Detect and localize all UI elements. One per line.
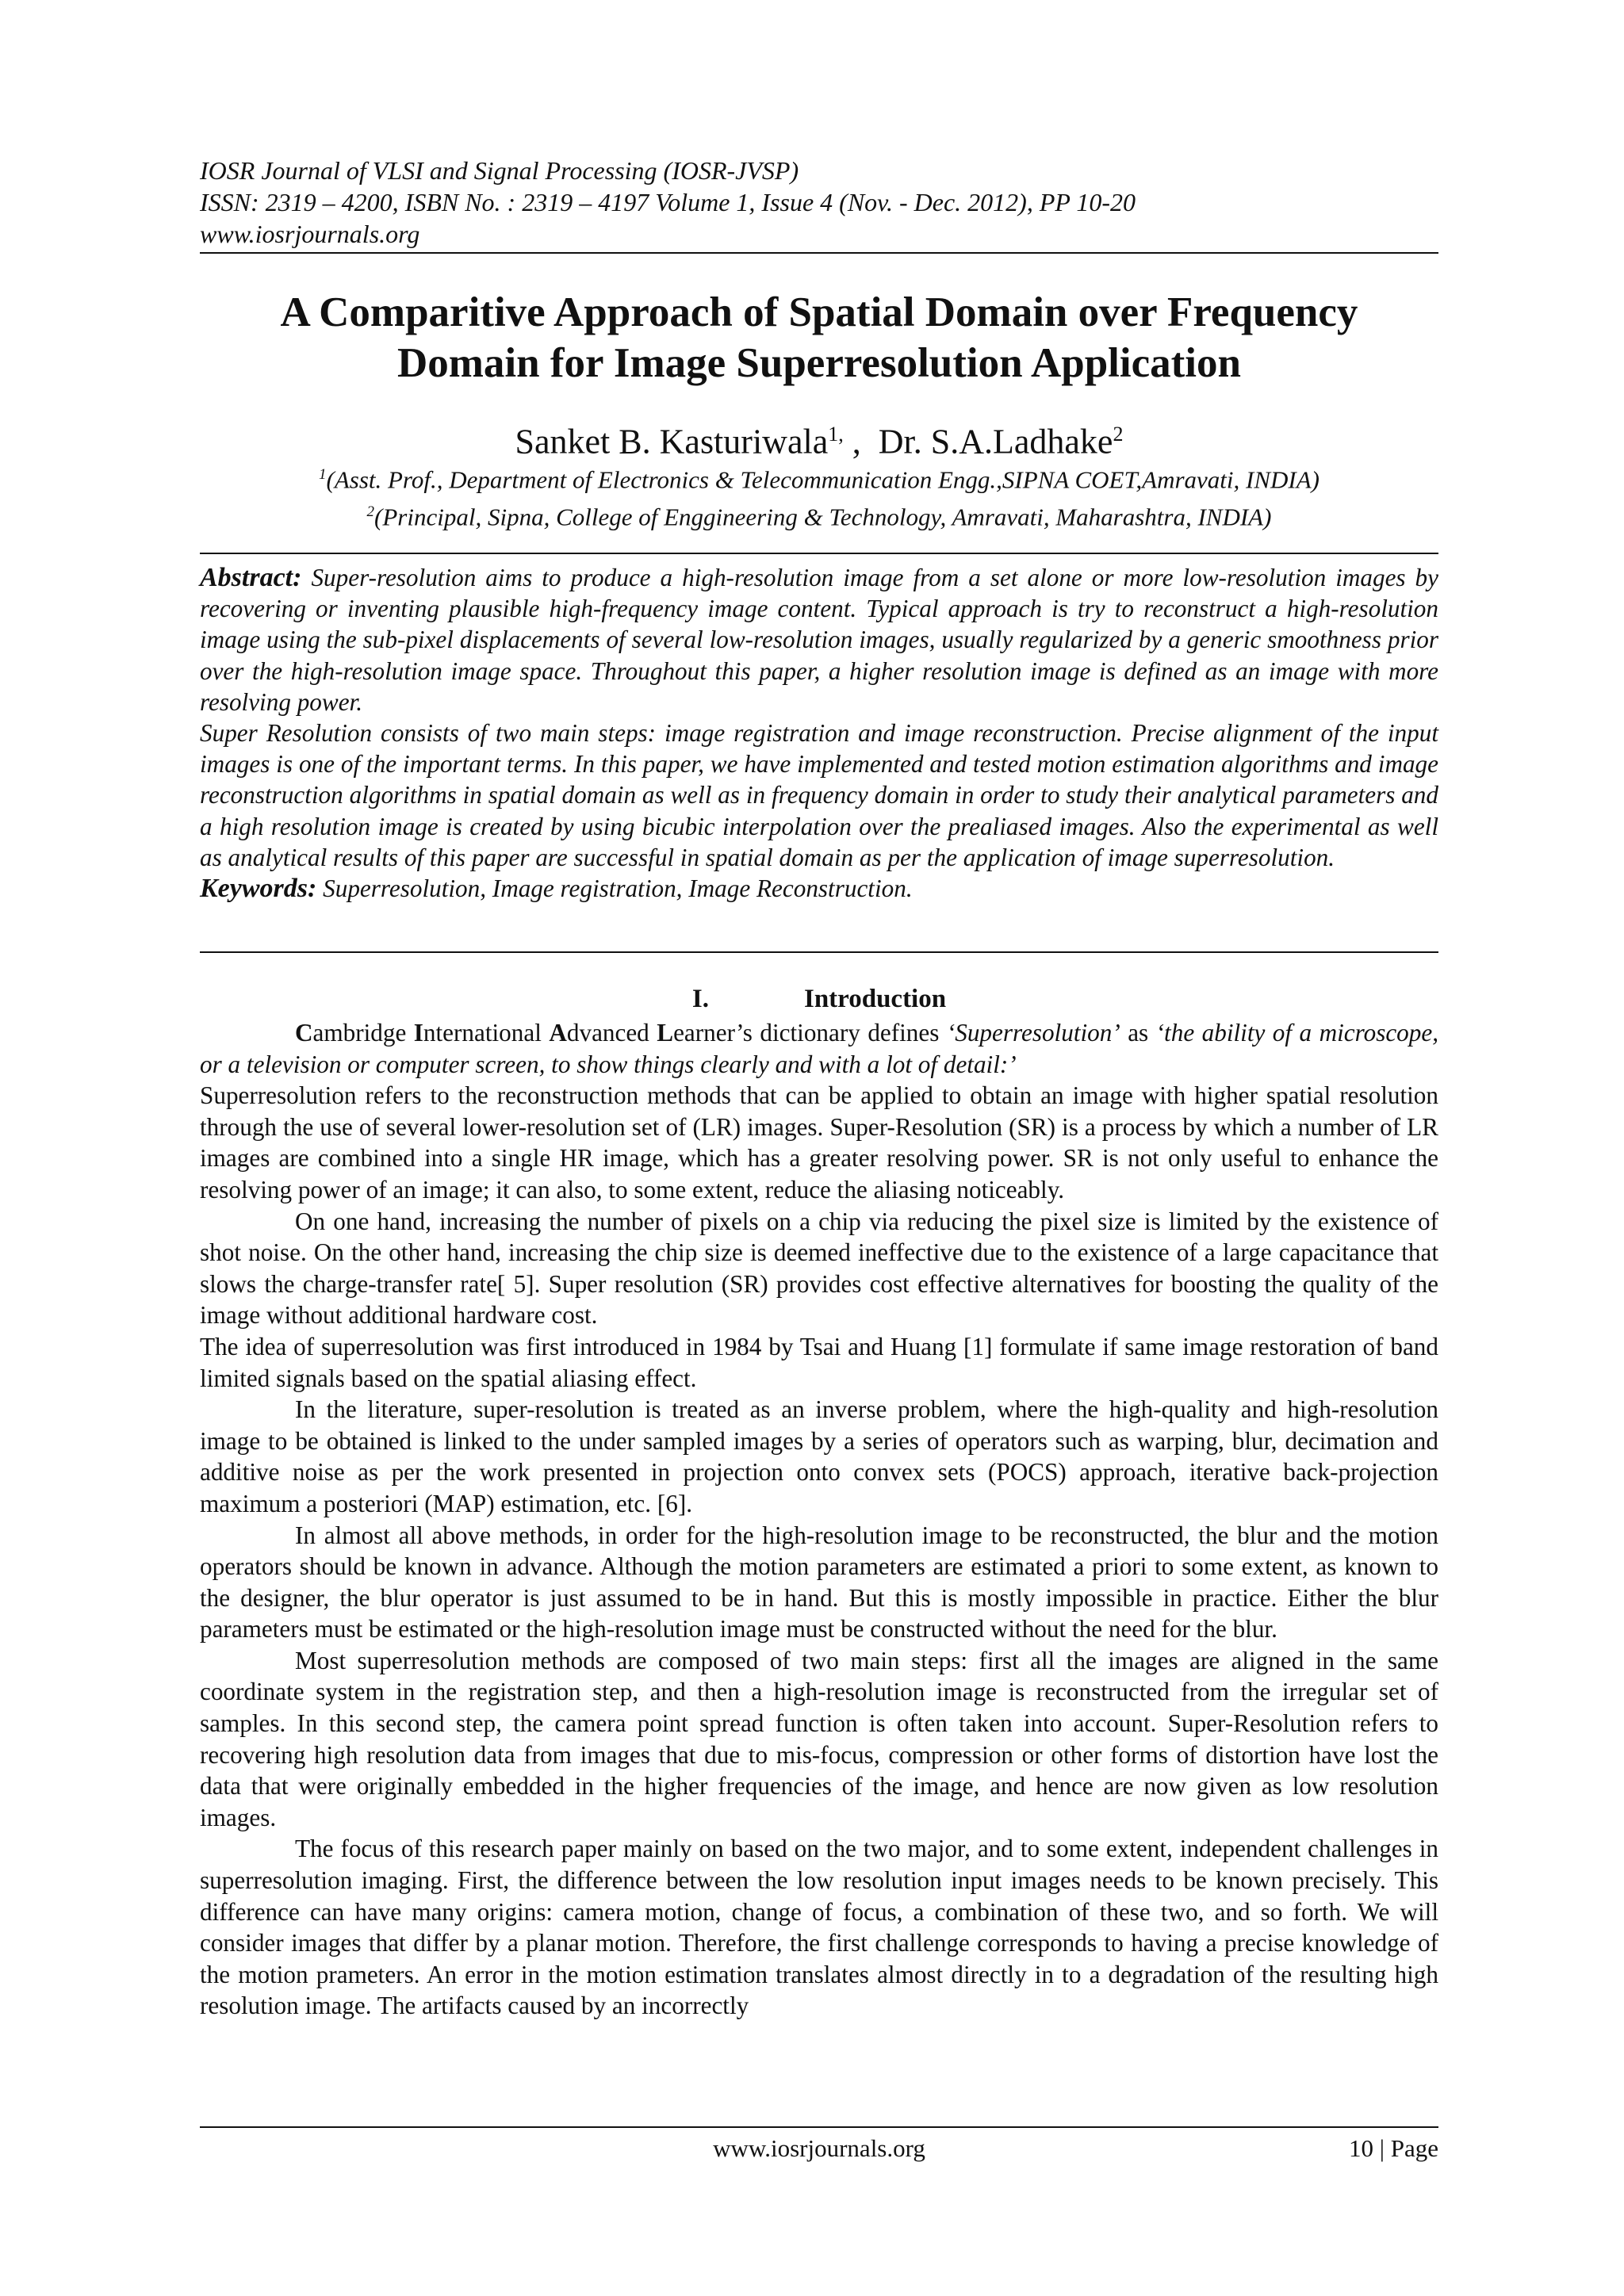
intro-paragraph-1: Superresolution refers to the reconstruction methods that can be applied to obtain an image with higher spatial resolution through the use of several lower-resolution set of (LR) images. Super-Resolution (SR) is a process by which a number of LR images are combined into a single HR image, which has a greater resolving power. SR is not only useful to enhance the resolving power of an image; it can also, to some extent, reduce the aliasing noticeably. <box>200 1081 1438 1203</box>
page-number: 10 | Page <box>1349 2134 1438 2162</box>
abstract-label: Abstract: <box>200 563 302 592</box>
keywords <box>200 873 1438 904</box>
author-2: Dr. S.A.Ladhake <box>878 422 1113 461</box>
affiliation-2 <box>200 496 1438 533</box>
abstract-text-1: Super-resolution aims to produce a high-resolution image from a set alone or more low-resolution images by recovering or inventing plausible high-frequency image content. Typical approach is try to reconstruct a high-resolution image using the sub-pixel displacements of several low-resolution images, usually regularized by a generic smoothness prior over the high-resolution image space. Throughout this paper, a higher resolution image is defined as an image with more resolving power. <box>200 564 1438 716</box>
header-divider <box>200 252 1438 254</box>
page-footer <box>200 2133 1438 2164</box>
journal-name: IOSR Journal of VLSI and Signal Processing (IOSR-JVSP) <box>200 156 799 185</box>
author-separator: , <box>843 422 879 461</box>
intro-paragraph-3: The idea of superresolution was first introduced in 1984 by Tsai and Huang [1] formulate if same image restoration of band limited signals based on the spatial aliasing effect. <box>200 1332 1438 1392</box>
keywords-label: Keywords: <box>200 874 317 904</box>
body-text <box>200 1017 1438 2022</box>
affiliation-1-mark: 1 <box>319 466 327 483</box>
keywords-text: Superresolution, Image registration, Image Reconstruction. <box>316 874 913 903</box>
definition-paragraph <box>200 1017 1438 1080</box>
def-as: as <box>1120 1019 1156 1047</box>
author-list <box>200 414 1438 463</box>
def-word-dvanced: dvanced <box>566 1019 657 1047</box>
def-initial-i: I <box>413 1019 423 1047</box>
intro-paragraph-5: In almost all above methods, in order for the high-resolution image to be reconstructed, the blur and the motion operators should be known in advance. Although the motion parameters are estimated a priori to some extent, as known to the designer, the blur operator is just assumed to be in hand. But this is mostly impossible in practice. Either the blur parameters must be estimated or the high-resolution image must be constructed without the need for the blur. <box>200 1521 1438 1644</box>
def-word-earner: earner’s dictionary defines <box>673 1019 947 1047</box>
paper-title <box>200 287 1438 388</box>
def-word-nternational: nternational <box>423 1019 550 1047</box>
title-line-2: Domain for Image Superresolution Application <box>396 340 1241 386</box>
affiliation-1-text: (Asst. Prof., Department of Electronics & Telecommunication Engg.,SIPNA COET,Amravati, INDIA) <box>326 465 1320 494</box>
journal-header <box>200 155 1438 250</box>
author-2-affil-mark: 2 <box>1113 423 1124 446</box>
footer-website[interactable]: www.iosrjournals.org <box>713 2134 925 2162</box>
abstract-top-divider <box>200 553 1438 554</box>
def-term: ‘Superresolution’ <box>946 1019 1120 1047</box>
author-1: Sanket B. Kasturiwala <box>515 422 829 461</box>
intro-paragraph-2: On one hand, increasing the number of pixels on a chip via reducing the pixel size is limited by the existence of shot noise. On the other hand, increasing the chip size is deemed ineffective due to the existence of a large capacitance that slows the charge-transfer rate[ 5]. Super resolution (SR) provides cost effective alternatives for boosting the quality of the image without additional hardware cost. <box>200 1207 1438 1330</box>
intro-paragraph-6: Most superresolution methods are composed of two main steps: first all the images are aligned in the same coordinate system in the registration step, and then a high-resolution image is reconstructed from the irregular set of samples. In this second step, the camera point spread function is often taken into account. Super-Resolution refers to recovering high resolution data from images that due to mis-focus, compression or other forms of distortion have lost the data that were originally embedded in the higher frequencies of the image, and hence are now given as low resolution images. <box>200 1646 1438 1831</box>
affiliation-2-text: (Principal, Sipna, College of Enggineering & Technology, Amravati, Maharashtra, INDIA) <box>374 503 1272 531</box>
affiliation-1 <box>200 458 1438 496</box>
section-number: I. <box>691 985 709 1013</box>
intro-paragraph-4: In the literature, super-resolution is treated as an inverse problem, where the high-quality and high-resolution image to be obtained is linked to the under sampled images by a series of operators such as warping, blur, decimation and additive noise as per the work presented in projection onto convex sets (POCS) approach, iterative back-projection maximum a posteriori (MAP) estimation, etc. [6]. <box>200 1395 1438 1517</box>
journal-issn: ISSN: 2319 – 4200, ISBN No. : 2319 – 4197 Volume 1, Issue 4 (Nov. - Dec. 2012), PP 10-20 <box>200 188 1136 216</box>
def-initial-l: L <box>657 1019 674 1047</box>
section-title: Introduction <box>803 985 947 1013</box>
journal-website[interactable]: www.iosrjournals.org <box>200 220 420 248</box>
abstract-paragraph-2: Super Resolution consists of two main steps: image registration and image reconstruction. Precise alignment of the input images is one of the important terms. In this paper, we have implemented and tested motion estimation algorithms and image reconstruction algorithms in spatial domain as well as in frequency domain in order to study their analytical parameters and a high resolution image is created by using bicubic interpolation over the prealiased images. Also the experimental as well as analytical results of this paper are successful in spatial domain as per the application of image superresolution. <box>200 719 1438 871</box>
author-1-affil-mark: 1, <box>828 423 844 446</box>
footer-divider <box>200 2126 1438 2128</box>
def-initial-c: C <box>295 1019 313 1047</box>
abstract-bottom-divider <box>200 951 1438 953</box>
intro-paragraph-7: The focus of this research paper mainly on based on the two major, and to some extent, independent challenges in superresolution imaging. First, the difference between the low resolution input images needs to be known precisely. This difference can have many origins: camera motion, change of focus, a combination of these two, and so forth. We will consider images that differ by a planar motion. Therefore, the first challenge corresponds to having a precise knowledge of the motion prameters. An error in the motion estimation translates almost directly in to a degradation of the resulting high resolution image. The artifacts caused by an incorrectly <box>200 1835 1438 2020</box>
abstract <box>200 562 1438 904</box>
section-heading <box>200 983 1438 1015</box>
title-line-1: A Comparitive Approach of Spatial Domain over Frequency <box>280 289 1358 335</box>
affiliation-2-mark: 2 <box>366 503 375 521</box>
def-word-ambridge: ambridge <box>312 1019 414 1047</box>
affiliations <box>200 458 1438 534</box>
def-initial-a: A <box>549 1019 567 1047</box>
def-quote: ‘the ability of a microscope, or a television or computer screen, to show things clearly and with a lot of detail:’ <box>200 1019 1439 1078</box>
abstract-paragraph-1 <box>200 562 1438 718</box>
